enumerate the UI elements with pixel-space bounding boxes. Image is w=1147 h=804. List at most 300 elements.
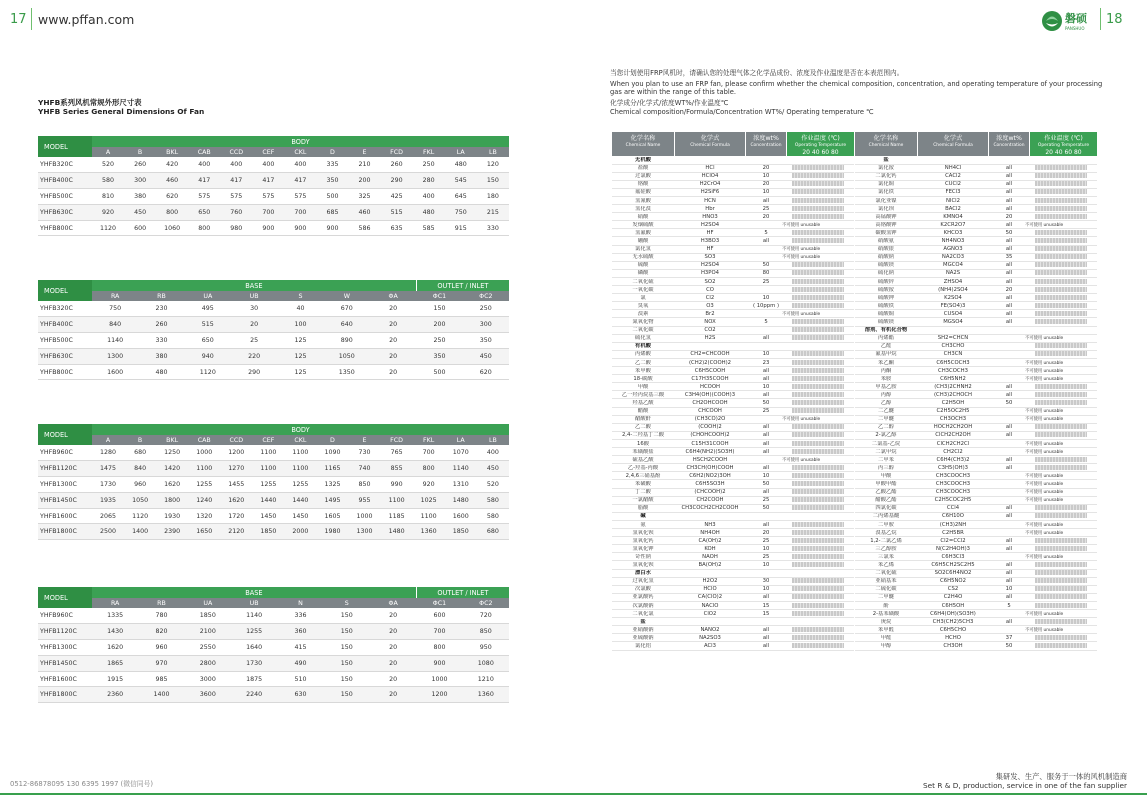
chem-concentration: 50 xyxy=(762,262,770,269)
chem-formula: Br2 xyxy=(705,310,715,317)
value-cell: 1000 xyxy=(188,445,220,461)
unusable-label: 不可使用 unusable xyxy=(1025,611,1064,617)
chem-formula: HF xyxy=(706,246,714,253)
chem-name: 氯 xyxy=(640,294,646,301)
chem-row xyxy=(855,570,1097,578)
value-cell: 1100 xyxy=(284,461,316,477)
value-cell: 650 xyxy=(185,333,231,349)
chem-concentration: 10 xyxy=(762,351,770,358)
temp-range-bar xyxy=(1035,392,1087,397)
unusable-label: 不可使用 unusable xyxy=(1025,441,1064,447)
value-cell: 1120 xyxy=(124,508,156,524)
value-cell: 1800 xyxy=(156,492,188,508)
value-cell: 450 xyxy=(124,204,156,220)
header-cn: 化学名称 xyxy=(873,135,899,142)
chem-formula: MGCO4 xyxy=(943,262,963,269)
chem-formula: C6H4(OH)(SO3H) xyxy=(930,610,976,617)
chem-formula: HCOOH xyxy=(699,383,720,390)
chem-concentration: all xyxy=(762,238,770,244)
value-cell: 1310 xyxy=(445,477,477,493)
value-cell: 750 xyxy=(92,301,138,317)
chem-formula: ClO2 xyxy=(703,610,717,617)
chem-formula: ACl3 xyxy=(703,643,717,649)
chem-concentration: 35 xyxy=(1005,254,1013,261)
chem-concentration: all xyxy=(1005,173,1013,180)
site-url[interactable]: www.pffan.com xyxy=(38,12,135,27)
temp-range-bar xyxy=(1035,513,1087,518)
chem-name: 硫酸锌 xyxy=(878,278,894,285)
chem-row xyxy=(855,311,1097,319)
chem-formula: C6H4(CH3)2 xyxy=(936,456,970,463)
logo-text: 磐硕 xyxy=(1065,12,1087,25)
value-cell: 250 xyxy=(416,333,462,349)
chem-row xyxy=(855,351,1097,359)
value-cell: 1060 xyxy=(156,220,188,236)
body-dimensions-table-2 xyxy=(38,424,509,540)
value-cell: 20 xyxy=(370,317,416,333)
chem-formula: SO3 xyxy=(704,254,716,261)
chem-formula: (COOH)2 xyxy=(698,424,722,431)
chem-formula: HCl xyxy=(705,165,715,172)
chem-row xyxy=(855,643,1097,651)
chem-name: 酚 xyxy=(883,602,889,609)
value-cell: 1605 xyxy=(316,508,348,524)
chem-concentration: all xyxy=(762,521,770,528)
chem-formula: Cl2=CCl2 xyxy=(940,537,966,544)
header-en: Chemical Formula xyxy=(933,143,973,148)
value-cell: 425 xyxy=(381,189,413,205)
value-cell: 260 xyxy=(124,157,156,173)
temp-range-bar xyxy=(792,611,844,616)
value-cell: 890 xyxy=(324,333,370,349)
column-header: CCD xyxy=(220,435,252,445)
chem-name: 一氧化碳 xyxy=(632,286,654,293)
chem-formula: (CH3CO)2O xyxy=(694,416,726,423)
chem-name: 次氯酸钠 xyxy=(632,602,654,609)
temp-range-bar xyxy=(792,497,844,502)
chem-name: 硝酸钠 xyxy=(878,254,894,261)
chem-name: 乙-羟基-丙酸 xyxy=(627,464,659,471)
value-cell: 417 xyxy=(188,173,220,189)
temp-range-bar xyxy=(792,562,844,567)
value-cell: 985 xyxy=(138,671,184,687)
column-header: LA xyxy=(445,147,477,157)
chem-formula: CH3COCH2CH2COOH xyxy=(681,505,739,512)
chem-row xyxy=(612,497,854,505)
chem-formula: H2CrO4 xyxy=(699,181,721,188)
value-cell: 980 xyxy=(220,220,252,236)
column-header: S xyxy=(277,291,323,301)
body-header: BODY xyxy=(92,136,509,147)
chem-concentration: 50 xyxy=(762,400,770,406)
value-cell: 20 xyxy=(370,624,416,640)
temp-range-bar xyxy=(1035,230,1087,235)
chem-name: 二氧化碳 xyxy=(632,327,654,334)
chem-row xyxy=(612,368,854,376)
column-header: CEF xyxy=(252,435,284,445)
value-cell: 580 xyxy=(477,492,509,508)
value-cell: 800 xyxy=(188,220,220,236)
chem-name: 氢氧化钾 xyxy=(632,545,654,552)
chem-concentration: 5 xyxy=(764,319,768,325)
temp-range-bar xyxy=(1035,505,1087,510)
chem-formula: C6H4(NH2)(SO3H) xyxy=(685,448,735,455)
chem-name: 乙醇 xyxy=(880,400,892,406)
column-header: FKL xyxy=(413,435,445,445)
value-cell: 1200 xyxy=(416,687,462,703)
chem-name: 二氧化氯 xyxy=(632,610,654,617)
logo-subtext: PANSHUO xyxy=(1065,26,1085,31)
chem-row xyxy=(612,586,854,594)
value-cell: 290 xyxy=(381,173,413,189)
chem-row xyxy=(855,189,1097,197)
chem-row xyxy=(855,270,1097,278)
chem-formula: NH4Cl xyxy=(944,165,962,172)
chem-name: 盐 xyxy=(640,618,646,625)
value-cell: 1165 xyxy=(316,461,348,477)
chem-formula: C3H4(OH)(COOH)3 xyxy=(684,391,736,398)
value-cell: 1400 xyxy=(124,524,156,540)
temp-range-bar xyxy=(792,214,844,219)
model-cell: YHFB1600C xyxy=(38,508,92,524)
unusable-label: 不可使用 unusable xyxy=(1025,409,1064,415)
chem-concentration: all xyxy=(762,626,770,633)
chem-formula: CH3OCH3 xyxy=(939,416,967,423)
chem-formula: H3PO4 xyxy=(700,270,720,277)
model-header: MODEL xyxy=(38,587,92,608)
chem-name: 16酸 xyxy=(636,440,650,447)
value-cell: 620 xyxy=(463,364,509,380)
chem-formula: C15H31COOH xyxy=(691,440,729,447)
temp-scale: 20 40 60 80 xyxy=(802,149,839,156)
value-cell: 580 xyxy=(92,173,124,189)
value-cell: 1480 xyxy=(445,492,477,508)
value-cell: 750 xyxy=(445,204,477,220)
chem-name: 高锰酸钾 xyxy=(875,213,897,220)
value-cell: 730 xyxy=(349,445,381,461)
model-header: MODEL xyxy=(38,280,92,301)
chem-name: 羟基乙酸 xyxy=(632,400,654,406)
chem-name: 二硫化碳 xyxy=(875,586,897,593)
value-cell: 500 xyxy=(416,364,462,380)
chem-concentration: 80 xyxy=(762,270,770,277)
value-cell: 586 xyxy=(349,220,381,236)
value-cell: 1935 xyxy=(92,492,124,508)
chem-name: 庚烷 xyxy=(880,618,892,625)
chem-concentration: all xyxy=(1005,270,1013,277)
value-cell: 480 xyxy=(445,157,477,173)
chem-name: 铬酸 xyxy=(637,181,649,188)
chem-group-row xyxy=(612,619,854,627)
chem-concentration: 20 xyxy=(1005,286,1013,293)
chem-name: 氢化溴 xyxy=(635,205,651,212)
chem-formula: K2SO4 xyxy=(944,294,962,301)
temp-range-bar xyxy=(792,206,844,211)
chem-formula: CUCl2 xyxy=(944,181,962,188)
temp-range-bar xyxy=(1035,570,1087,575)
value-cell: 850 xyxy=(349,477,381,493)
temp-range-bar xyxy=(792,635,844,640)
chem-row xyxy=(855,481,1097,489)
temp-range-bar xyxy=(1035,400,1087,405)
chem-name: 氢氟酸 xyxy=(635,229,651,236)
chem-name: 苯磺酸 xyxy=(635,481,651,487)
chem-formula: (CHOHCOOH)2 xyxy=(690,432,730,439)
chem-formula: HOCH2CH2OH xyxy=(933,424,973,431)
value-cell: 380 xyxy=(124,189,156,205)
footer-line xyxy=(0,793,1147,795)
chem-formula: NH3 xyxy=(704,521,716,528)
temp-range-bar xyxy=(792,408,844,413)
chem-subtitle-cn: 化学成分/化学式/浓度WT%/作业温度℃ xyxy=(610,99,729,107)
column-header: D xyxy=(316,435,348,445)
chem-concentration: 10 xyxy=(762,383,770,390)
value-cell: 200 xyxy=(349,173,381,189)
chem-row xyxy=(612,643,854,651)
unusable-label: 不可使用 unusable xyxy=(1025,376,1064,382)
model-header: MODEL xyxy=(38,136,92,157)
chem-concentration: 50 xyxy=(1005,400,1013,406)
value-cell: 1325 xyxy=(316,477,348,493)
value-cell: 20 xyxy=(370,655,416,671)
chem-name: 甲酸 xyxy=(637,383,649,390)
chem-row xyxy=(855,473,1097,481)
value-cell: 840 xyxy=(92,317,138,333)
value-cell: 336 xyxy=(277,608,323,624)
chem-name: 二氯基-乙烷 xyxy=(871,440,901,447)
unusable-label: 不可使用 unusable xyxy=(782,417,821,423)
chem-concentration: all xyxy=(1005,262,1013,269)
model-cell: YHFB630C xyxy=(38,204,92,220)
chem-row xyxy=(855,206,1097,214)
chem-row xyxy=(612,246,854,254)
value-cell: 1450 xyxy=(252,508,284,524)
table-row xyxy=(38,524,509,540)
value-cell: 1430 xyxy=(92,624,138,640)
chem-name: 氨 xyxy=(640,521,646,528)
value-cell: 575 xyxy=(220,189,252,205)
column-header: A xyxy=(92,147,124,157)
chem-name: 丙三醇 xyxy=(878,464,894,471)
value-cell: 2100 xyxy=(185,624,231,640)
chem-group-row xyxy=(855,327,1097,335)
chem-concentration: 5 xyxy=(764,229,768,236)
value-cell: 1100 xyxy=(413,508,445,524)
chem-name: 苯乙烯 xyxy=(878,562,894,568)
chem-formula: NICl2 xyxy=(945,197,961,204)
value-cell: 325 xyxy=(349,189,381,205)
chem-row xyxy=(612,165,854,173)
value-cell: 650 xyxy=(188,204,220,220)
column-header: ΦA xyxy=(370,598,416,608)
chem-name: 丙烯酯 xyxy=(878,335,894,342)
chem-concentration: all xyxy=(1005,197,1013,204)
chem-name: 硫酸 xyxy=(637,262,649,269)
chem-name: 四氯化碳 xyxy=(875,505,897,512)
value-cell: 1300 xyxy=(92,348,138,364)
chem-col-header xyxy=(746,132,786,156)
column-header: ΦC2 xyxy=(463,291,509,301)
value-cell: 1100 xyxy=(188,461,220,477)
chem-row xyxy=(855,619,1097,627)
value-cell: 150 xyxy=(324,624,370,640)
chem-concentration: all xyxy=(762,367,770,374)
chem-concentration: all xyxy=(762,643,770,649)
value-cell: 515 xyxy=(185,317,231,333)
chem-name: 苯甲酸 xyxy=(635,367,651,374)
value-cell: 1300 xyxy=(349,524,381,540)
chem-formula: CH3COCH3 xyxy=(938,367,968,374)
temp-range-bar xyxy=(792,287,844,292)
chem-name: 二甲醚 xyxy=(878,416,894,423)
header-en: Concentration xyxy=(750,143,782,148)
header-cn: 化学式 xyxy=(700,135,720,142)
column-header: UA xyxy=(185,291,231,301)
chem-formula: Cl2 xyxy=(705,294,715,301)
model-cell: YHFB400C xyxy=(38,317,92,333)
chem-formula: C6H5COCH3 xyxy=(936,359,970,366)
temp-range-bar xyxy=(792,400,844,405)
chem-row xyxy=(612,505,854,513)
chem-concentration: all xyxy=(1005,246,1013,253)
chem-name: 18-碳酸 xyxy=(633,375,653,382)
value-cell: 415 xyxy=(277,640,323,656)
value-cell: 920 xyxy=(413,477,445,493)
chem-concentration: all xyxy=(1005,594,1013,601)
chem-name: 过氯酸 xyxy=(635,173,651,180)
chem-name: 氯化铝 xyxy=(635,643,651,649)
table-row xyxy=(38,445,509,461)
temp-range-bar xyxy=(792,351,844,356)
value-cell: 20 xyxy=(370,671,416,687)
temp-range-bar xyxy=(792,376,844,381)
chem-concentration: all xyxy=(762,489,770,496)
value-cell: 490 xyxy=(277,655,323,671)
chem-row xyxy=(855,165,1097,173)
chem-name: 2,4-二羟基丁二酸 xyxy=(621,432,665,439)
value-cell: 1140 xyxy=(445,461,477,477)
value-cell: 20 xyxy=(370,301,416,317)
chem-formula: AGNO3 xyxy=(943,246,963,253)
footer-slogan-cn: 集研发、生产、服务于一体的风机制造商 xyxy=(995,772,1127,781)
temp-range-bar xyxy=(792,335,844,340)
temp-range-bar xyxy=(1035,635,1087,640)
chem-name: 二氯化钙 xyxy=(875,173,897,180)
value-cell: 417 xyxy=(220,173,252,189)
chem-name: 氟基甲烷 xyxy=(875,351,897,358)
chem-row xyxy=(855,335,1097,343)
chem-name: 醋酸 xyxy=(637,408,649,415)
chem-name: 溴基乙烷 xyxy=(875,529,897,536)
chem-formula: CO xyxy=(706,286,714,293)
value-cell: 350 xyxy=(416,348,462,364)
model-cell: YHFB800C xyxy=(38,220,92,236)
chem-concentration: all xyxy=(1005,238,1013,244)
chem-formula: ClCH2CH2OH xyxy=(935,432,971,439)
chem-concentration: all xyxy=(1005,570,1013,577)
chem-name: 甲基乙胺 xyxy=(875,383,897,390)
temp-range-bar xyxy=(792,392,844,397)
value-cell: 1915 xyxy=(92,671,138,687)
value-cell: 420 xyxy=(156,157,188,173)
value-cell: 3600 xyxy=(185,687,231,703)
value-cell: 260 xyxy=(381,157,413,173)
chem-formula: H3BO3 xyxy=(700,238,720,244)
value-cell: 1050 xyxy=(324,348,370,364)
value-cell: 120 xyxy=(477,157,509,173)
temp-range-bar xyxy=(792,530,844,535)
chem-name: 氢氧化钙 xyxy=(632,537,654,544)
temp-range-bar xyxy=(792,594,844,599)
chem-formula: HSCH2COOH xyxy=(692,456,728,463)
model-cell: YHFB500C xyxy=(38,333,92,349)
value-cell: 1650 xyxy=(188,524,220,540)
chem-concentration: all xyxy=(1005,391,1013,398)
temp-range-bar xyxy=(792,643,844,648)
value-cell: 765 xyxy=(381,445,413,461)
chem-row xyxy=(855,230,1097,238)
base-dimensions-table-1 xyxy=(38,280,509,380)
chem-formula: NOX xyxy=(704,319,716,325)
value-cell: 1360 xyxy=(413,524,445,540)
value-cell: 1050 xyxy=(124,492,156,508)
chem-concentration: all xyxy=(1005,278,1013,285)
chem-concentration: all xyxy=(1005,205,1013,212)
value-cell: 150 xyxy=(416,301,462,317)
value-cell: 2065 xyxy=(92,508,124,524)
model-cell: YHFB1450C xyxy=(38,655,92,671)
chem-concentration: 25 xyxy=(762,537,770,544)
chem-row xyxy=(855,586,1097,594)
value-cell: 585 xyxy=(413,220,445,236)
chem-row xyxy=(612,416,854,424)
temp-range-bar xyxy=(1035,562,1087,567)
value-cell: 250 xyxy=(463,301,509,317)
value-cell: 920 xyxy=(92,204,124,220)
value-cell: 600 xyxy=(124,220,156,236)
table-row xyxy=(38,640,509,656)
chem-name: 二氧化硫 xyxy=(632,278,654,285)
unusable-label: 不可使用 unusable xyxy=(782,247,821,253)
chem-formula: CH3CN xyxy=(943,351,963,358)
chem-formula: SH2=CHCN xyxy=(937,335,969,342)
chem-concentration: all xyxy=(1005,562,1013,568)
chem-formula: KOH xyxy=(704,545,716,552)
chem-name: 甲醛 xyxy=(880,634,892,641)
model-cell: YHFB630C xyxy=(38,348,92,364)
column-header: RA xyxy=(92,598,138,608)
value-cell: 1070 xyxy=(445,445,477,461)
value-cell: 680 xyxy=(477,524,509,540)
chem-row xyxy=(612,481,854,489)
temp-range-bar xyxy=(792,303,844,308)
chem-name: 三氯苯 xyxy=(878,553,894,560)
model-cell: YHFB320C xyxy=(38,301,92,317)
temp-range-bar xyxy=(792,522,844,527)
temp-range-bar xyxy=(1035,351,1087,356)
temp-range-bar xyxy=(1035,432,1087,437)
chem-name: 1,2-二氯乙烯 xyxy=(870,537,902,544)
chem-row xyxy=(855,578,1097,586)
column-header: UB xyxy=(231,598,277,608)
chem-formula: CH3COOCH3 xyxy=(935,472,971,479)
chem-formula: SO2C6H4NO2 xyxy=(934,570,972,577)
chem-concentration: 10 xyxy=(762,173,770,180)
value-cell: 480 xyxy=(413,204,445,220)
temp-range-bar xyxy=(792,432,844,437)
table-row xyxy=(38,671,509,687)
chem-name: 硫酸镁 xyxy=(878,319,894,325)
